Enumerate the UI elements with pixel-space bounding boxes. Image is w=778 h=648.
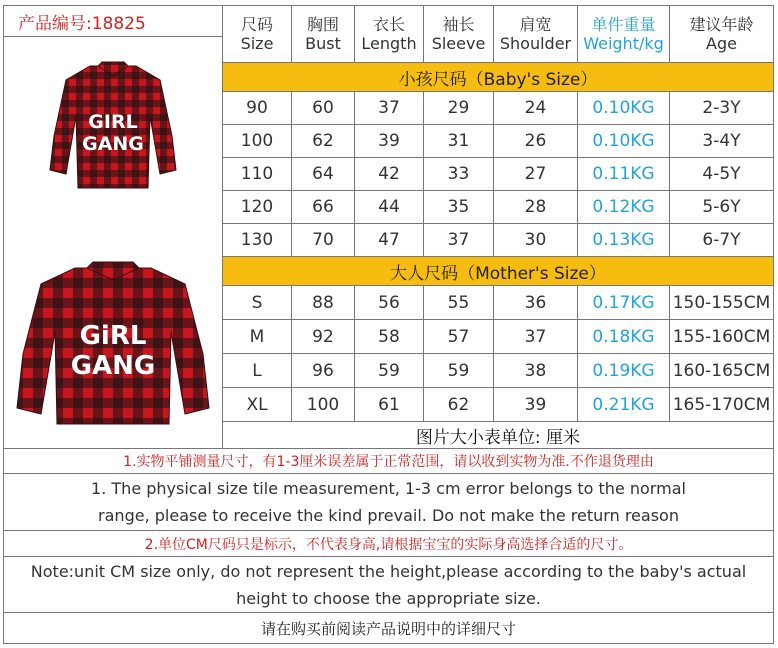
cell-length: 44	[355, 191, 424, 224]
cell-bust: 88	[292, 286, 355, 320]
product-label: 产品编号:	[18, 13, 92, 34]
cell-size: 130	[223, 224, 292, 257]
col-length-en: Length	[361, 34, 417, 53]
cell-size: 110	[223, 158, 292, 191]
col-shoulder-en: Shoulder	[499, 34, 572, 53]
cell-weight: 0.18KG	[578, 320, 670, 354]
col-age-cn: 建议年龄	[689, 15, 754, 34]
col-length-header	[355, 6, 424, 63]
product-number-value: 18825	[91, 13, 146, 34]
cell-size: M	[223, 320, 292, 354]
cell-age: 6-7Y	[670, 224, 774, 257]
cell-shoulder: 27	[494, 158, 578, 191]
col-sleeve-en: Sleeve	[431, 34, 486, 53]
cell-bust: 100	[292, 388, 355, 422]
cell-bust: 62	[292, 125, 355, 158]
cell-sleeve: 55	[424, 286, 494, 320]
cell-length: 58	[355, 320, 424, 354]
cell-sleeve: 57	[424, 320, 494, 354]
cell-length: 61	[355, 388, 424, 422]
cell-shoulder: 24	[494, 92, 578, 125]
cell-weight: 0.10KG	[578, 125, 670, 158]
shirt-large-print-line2: GANG	[70, 350, 156, 381]
cell-size: L	[223, 354, 292, 388]
col-bust-cn: 胸围	[306, 15, 339, 34]
cell-weight: 0.21KG	[578, 388, 670, 422]
cell-length: 37	[355, 92, 424, 125]
col-sleeve-header	[424, 6, 494, 63]
cell-sleeve: 59	[424, 354, 494, 388]
cell-age: 2-3Y	[670, 92, 774, 125]
col-size-header	[223, 6, 292, 63]
cell-size: XL	[223, 388, 292, 422]
cell-shoulder: 39	[494, 388, 578, 422]
cell-size: 120	[223, 191, 292, 224]
note-red-2: 2.单位CM尺码只是标示，不代表身高,请根据宝宝的实际身高选择合适的尺寸。	[4, 531, 774, 557]
cell-size: 100	[223, 125, 292, 158]
cell-age: 5-6Y	[670, 191, 774, 224]
shirt-small-print-line2: GANG	[82, 132, 144, 155]
cell-size: 90	[223, 92, 292, 125]
cell-length: 42	[355, 158, 424, 191]
cell-age: 165-170CM	[670, 388, 774, 422]
cell-weight: 0.19KG	[578, 354, 670, 388]
shirt-small-image	[48, 58, 178, 198]
cell-shoulder: 28	[494, 191, 578, 224]
cell-length: 39	[355, 125, 424, 158]
cell-shoulder: 30	[494, 224, 578, 257]
cell-weight: 0.10KG	[578, 92, 670, 125]
cell-sleeve: 31	[424, 125, 494, 158]
cell-sleeve: 33	[424, 158, 494, 191]
product-number	[4, 6, 223, 37]
cell-age: 150-155CM	[670, 286, 774, 320]
cell-bust: 64	[292, 158, 355, 191]
footer-note: 请在购买前阅读产品说明中的详细尺寸	[4, 613, 774, 644]
cell-sleeve: 62	[424, 388, 494, 422]
col-bust-header	[292, 6, 355, 63]
cell-length: 47	[355, 224, 424, 257]
col-weight-en: Weight/kg	[583, 34, 664, 53]
note-en-2: Note:unit CM size only, do not represent the height,please according to the baby's actual height to choose the appropriate size.	[4, 557, 774, 613]
cell-size: S	[223, 286, 292, 320]
cell-length: 59	[355, 354, 424, 388]
col-shoulder-header	[494, 6, 578, 63]
shirt-small-print-line1: GIRL	[88, 110, 138, 133]
col-shoulder-cn: 肩宽	[519, 15, 552, 34]
cell-bust: 66	[292, 191, 355, 224]
cell-shoulder: 38	[494, 354, 578, 388]
shirt-large-image	[13, 258, 213, 428]
cell-sleeve: 37	[424, 224, 494, 257]
cell-age: 4-5Y	[670, 158, 774, 191]
cell-bust: 92	[292, 320, 355, 354]
cell-shoulder: 37	[494, 320, 578, 354]
unit-note: 图片大小表单位: 厘米	[223, 422, 774, 449]
cell-age: 160-165CM	[670, 354, 774, 388]
col-size-cn: 尺码	[240, 15, 273, 34]
col-age-en: Age	[706, 34, 737, 53]
cell-age: 3-4Y	[670, 125, 774, 158]
baby-size-band: 小孩尺码（Baby's Size）	[223, 63, 774, 92]
col-size-en: Size	[240, 34, 274, 53]
col-weight-cn: 单件重量	[591, 15, 656, 34]
cell-sleeve: 35	[424, 191, 494, 224]
cell-bust: 96	[292, 354, 355, 388]
col-length-cn: 衣长	[372, 15, 405, 34]
mother-size-band: 大人尺码（Mother's Size）	[223, 257, 774, 286]
col-age-header	[670, 6, 774, 63]
col-sleeve-cn: 袖长	[442, 15, 475, 34]
cell-weight: 0.17KG	[578, 286, 670, 320]
col-bust-en: Bust	[305, 34, 341, 53]
note-red-1: 1.实物平铺测量尺寸，有1-3厘米误差属于正常范围，请以收到实物为准.不作退货理由	[4, 449, 774, 474]
cell-length: 56	[355, 286, 424, 320]
size-table	[3, 5, 774, 644]
cell-weight: 0.13KG	[578, 224, 670, 257]
cell-shoulder: 26	[494, 125, 578, 158]
col-weight-header	[578, 6, 670, 63]
cell-age: 155-160CM	[670, 320, 774, 354]
cell-bust: 60	[292, 92, 355, 125]
cell-bust: 70	[292, 224, 355, 257]
product-images	[4, 37, 223, 449]
shirt-large-print-line1: GiRL	[79, 320, 147, 351]
cell-sleeve: 29	[424, 92, 494, 125]
cell-weight: 0.11KG	[578, 158, 670, 191]
note-en-1: 1. The physical size tile measurement, 1-3 cm error belongs to the normal range, please to receive the kind prevail. Do not make the return reason	[4, 474, 774, 531]
cell-weight: 0.12KG	[578, 191, 670, 224]
cell-shoulder: 36	[494, 286, 578, 320]
